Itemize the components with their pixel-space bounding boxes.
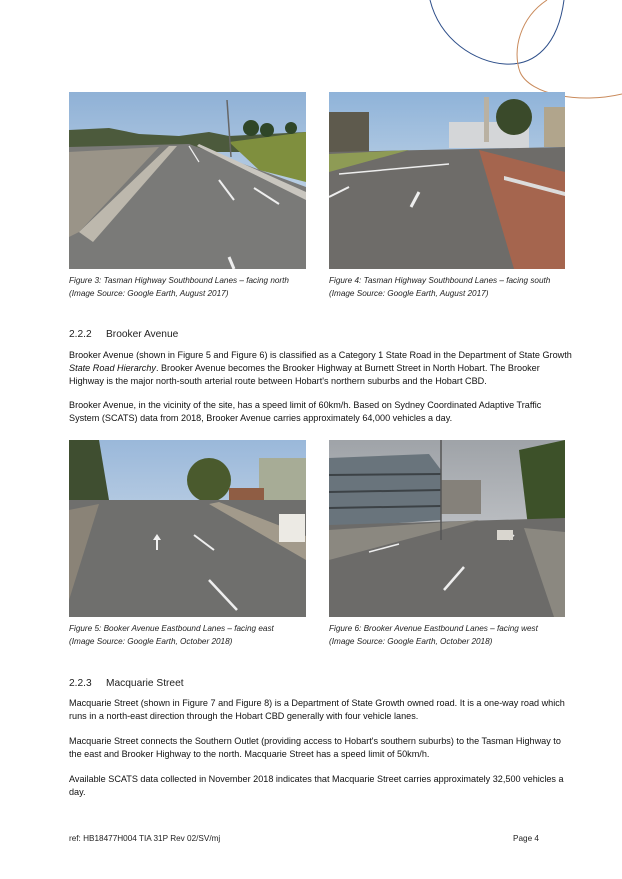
- figure-6-caption: [329, 622, 538, 648]
- caption-line: Figure 4: Tasman Highway Southbound Lanes – facing south: [329, 276, 551, 285]
- section-title: Macquarie Street: [106, 678, 184, 689]
- paragraph-macquarie-3: Available SCATS data collected in November 2018 indicates that Macquarie Street carries approximately 32,500 vehicles a day.: [69, 774, 564, 797]
- blue-arc: [430, 0, 564, 64]
- section-number: 2.2.3: [69, 678, 92, 689]
- section-number: 2.2.2: [69, 329, 92, 340]
- figure-5-caption: [69, 622, 274, 648]
- caption-line: Figure 5: Booker Avenue Eastbound Lanes – facing east: [69, 624, 274, 633]
- section-heading-macquarie: [69, 678, 184, 689]
- orange-arc: [517, 0, 622, 98]
- footer-reference: ref: HB18477H004 TIA 31P Rev 02/SV/mj: [69, 834, 221, 843]
- caption-line: Figure 3: Tasman Highway Southbound Lanes – facing north: [69, 276, 289, 285]
- footer-page-number: Page 4: [513, 834, 539, 843]
- paragraph-brooker-2: Brooker Avenue, in the vicinity of the site, has a speed limit of 60km/h. Based on Sydney Coordinated Adaptive Traffic System (SCATS) data from 2018, Brooker Avenue carries approximately 64,000 vehicles a day.: [69, 400, 542, 423]
- text-run: . Brooker Avenue becomes the Brooker Highway at Burnett Street in North Hobart. The Brooker Highway is the major north-south arterial route between Hobart's northern suburbs and the Hobart CBD.: [69, 363, 540, 386]
- figure-5-photo: [69, 440, 306, 617]
- caption-line: Figure 6: Brooker Avenue Eastbound Lanes – facing west: [329, 624, 538, 633]
- paragraph-macquarie-1: Macquarie Street (shown in Figure 7 and Figure 8) is a Department of State Growth owned road. It is a one-way road which runs in a north-east direction through the Hobart CBD generally with four vehicle lanes.: [69, 698, 565, 721]
- caption-source: (Image Source: Google Earth, August 2017): [69, 289, 229, 298]
- figure-4-caption: [329, 274, 550, 300]
- paragraph-macquarie-2: Macquarie Street connects the Southern Outlet (providing access to Hobart's southern suburbs) to the Tasman Highway to the east and Brooker Highway to the north. Macquarie Street has a speed limit of 50km/h.: [69, 736, 561, 759]
- figure-3-caption: [69, 274, 289, 300]
- section-heading-brooker: [69, 329, 178, 340]
- caption-source: (Image Source: Google Earth, August 2017): [329, 289, 489, 298]
- emphasis-text: State Road Hierarchy: [69, 363, 156, 373]
- figure-6-photo: [329, 440, 565, 617]
- figure-3-photo: [69, 92, 306, 269]
- figure-4-photo: [329, 92, 565, 269]
- caption-source: (Image Source: Google Earth, October 2018): [329, 637, 493, 646]
- text-run: Brooker Avenue (shown in Figure 5 and Figure 6) is classified as a Category 1 State Road in the Department of State Growth: [69, 350, 572, 360]
- section-title: Brooker Avenue: [106, 329, 179, 340]
- paragraph-brooker-1: [69, 349, 574, 388]
- caption-source: (Image Source: Google Earth, October 2018): [69, 637, 233, 646]
